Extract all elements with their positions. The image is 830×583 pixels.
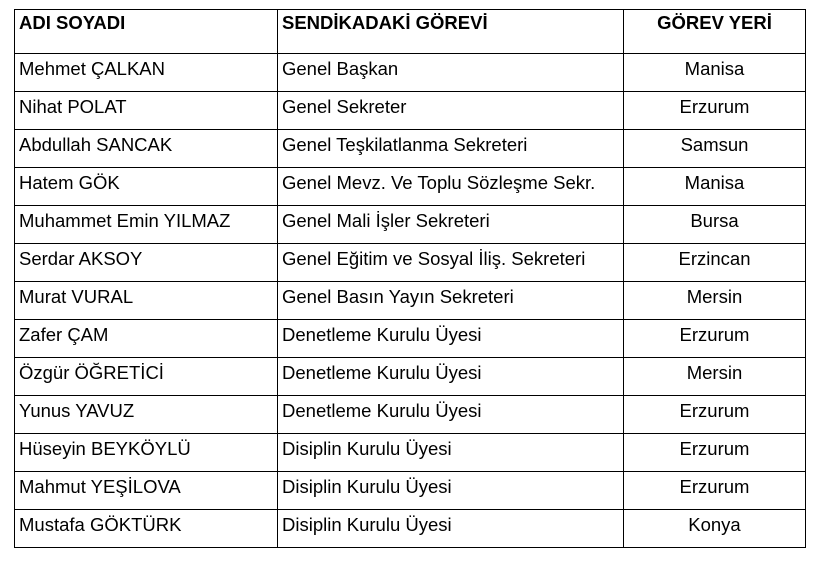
cell-role: Genel Teşkilatlanma Sekreteri (278, 130, 624, 168)
cell-location: Erzurum (624, 434, 806, 472)
cell-role: Genel Başkan (278, 54, 624, 92)
cell-role: Genel Mevz. Ve Toplu Sözleşme Sekr. (278, 168, 624, 206)
cell-name: Abdullah SANCAK (15, 130, 278, 168)
cell-name: Mustafa GÖKTÜRK (15, 510, 278, 548)
header-name: ADI SOYADI (15, 10, 278, 54)
table-row (15, 244, 806, 282)
cell-role: Genel Sekreter (278, 92, 624, 130)
table-row (15, 510, 806, 548)
cell-name: Serdar AKSOY (15, 244, 278, 282)
table-row (15, 320, 806, 358)
cell-name: Mehmet ÇALKAN (15, 54, 278, 92)
cell-role: Disiplin Kurulu Üyesi (278, 434, 624, 472)
cell-location: Erzurum (624, 320, 806, 358)
table-row (15, 282, 806, 320)
cell-location: Erzincan (624, 244, 806, 282)
table-row (15, 206, 806, 244)
cell-name: Murat VURAL (15, 282, 278, 320)
cell-name: Mahmut YEŞİLOVA (15, 472, 278, 510)
table-row (15, 130, 806, 168)
cell-location: Erzurum (624, 472, 806, 510)
cell-location: Erzurum (624, 92, 806, 130)
cell-name: Özgür ÖĞRETİCİ (15, 358, 278, 396)
table-body (15, 54, 806, 548)
cell-name: Hüseyin BEYKÖYLÜ (15, 434, 278, 472)
table-row (15, 434, 806, 472)
cell-role: Genel Basın Yayın Sekreteri (278, 282, 624, 320)
cell-role: Disiplin Kurulu Üyesi (278, 510, 624, 548)
header-row (15, 10, 806, 54)
table-row (15, 168, 806, 206)
cell-role: Disiplin Kurulu Üyesi (278, 472, 624, 510)
cell-location: Erzurum (624, 396, 806, 434)
cell-name: Muhammet Emin YILMAZ (15, 206, 278, 244)
cell-location: Mersin (624, 282, 806, 320)
table-row (15, 92, 806, 130)
cell-location: Samsun (624, 130, 806, 168)
cell-name: Hatem GÖK (15, 168, 278, 206)
cell-role: Genel Mali İşler Sekreteri (278, 206, 624, 244)
cell-role: Denetleme Kurulu Üyesi (278, 358, 624, 396)
table-row (15, 54, 806, 92)
table-row (15, 396, 806, 434)
cell-name: Yunus YAVUZ (15, 396, 278, 434)
cell-location: Konya (624, 510, 806, 548)
cell-location: Bursa (624, 206, 806, 244)
union-officers-table (14, 9, 806, 548)
cell-role: Denetleme Kurulu Üyesi (278, 396, 624, 434)
cell-location: Manisa (624, 168, 806, 206)
cell-location: Manisa (624, 54, 806, 92)
cell-role: Genel Eğitim ve Sosyal İliş. Sekreteri (278, 244, 624, 282)
cell-location: Mersin (624, 358, 806, 396)
table-row (15, 358, 806, 396)
header-role: SENDİKADAKİ GÖREVİ (278, 10, 624, 54)
header-location: GÖREV YERİ (624, 10, 806, 54)
cell-name: Zafer ÇAM (15, 320, 278, 358)
cell-name: Nihat POLAT (15, 92, 278, 130)
table-row (15, 472, 806, 510)
cell-role: Denetleme Kurulu Üyesi (278, 320, 624, 358)
